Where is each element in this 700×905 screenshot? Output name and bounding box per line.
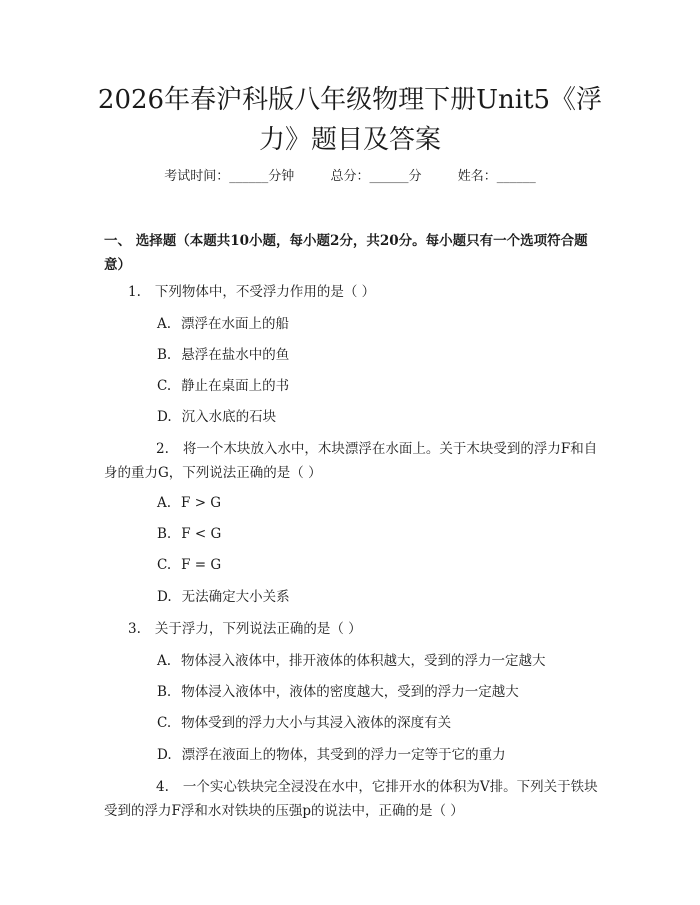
- option-text: 物体浸入液体中，液体的密度越大，受到的浮力一定越大: [181, 684, 519, 700]
- title-line-2: 力》题目及答案: [258, 125, 441, 155]
- title-line-1: 2026年春沪科版八年级物理下册Unit5《浮: [97, 85, 603, 115]
- question-3-option-a: [157, 649, 597, 673]
- option-text: 悬浮在盐水中的鱼: [181, 347, 290, 363]
- option-text: F > G: [181, 495, 222, 511]
- question-1: [128, 280, 598, 304]
- option-text: 物体受到的浮力大小与其浸入液体的深度有关: [181, 715, 452, 731]
- question-number: 4.: [156, 779, 169, 795]
- option-letter: B.: [157, 526, 172, 542]
- question-text: 关于浮力，下列说法正确的是（ ）: [154, 621, 362, 637]
- question-3: [128, 617, 598, 641]
- option-letter: C.: [157, 557, 172, 573]
- question-1-option-d: [157, 405, 597, 429]
- question-2-option-a: [157, 491, 597, 515]
- option-text: F = G: [181, 557, 222, 573]
- exam-score: 总分：______分: [330, 169, 422, 184]
- question-number: 2.: [156, 441, 169, 457]
- option-text: 沉入水底的石块: [181, 409, 277, 425]
- option-letter: B.: [157, 684, 172, 700]
- option-letter: C.: [157, 378, 172, 394]
- option-letter: A.: [157, 316, 172, 332]
- option-letter: D.: [157, 589, 172, 605]
- option-text: 物体浸入液体中，排开液体的体积越大，受到的浮力一定越大: [181, 653, 546, 669]
- exam-meta: [0, 167, 700, 187]
- question-2-option-b: [157, 522, 597, 546]
- option-letter: A.: [157, 653, 172, 669]
- document-title: [95, 80, 605, 160]
- question-1-option-c: [157, 374, 597, 398]
- question-3-option-c: [157, 711, 597, 735]
- question-2-option-c: [157, 553, 597, 577]
- question-3-option-b: [157, 680, 597, 704]
- option-text: 无法确定大小关系: [181, 589, 290, 605]
- option-letter: C.: [157, 715, 172, 731]
- option-letter: D.: [157, 747, 172, 763]
- option-letter: A.: [157, 495, 172, 511]
- question-2: [104, 437, 604, 485]
- question-text: 一个实心铁块完全浸没在水中，它排开水的体积为V排。下列关于铁块受到的浮力F浮和水对铁块的压强p的说法中，正确的是（ ）: [104, 779, 598, 819]
- question-3-option-d: [157, 743, 597, 767]
- question-4: [104, 775, 604, 823]
- question-text: 下列物体中，不受浮力作用的是（ ）: [154, 284, 376, 300]
- question-number: 3.: [128, 621, 141, 637]
- student-name: 姓名：______: [457, 169, 536, 184]
- option-letter: D.: [157, 409, 172, 425]
- option-text: F < G: [181, 526, 222, 542]
- question-1-option-a: [157, 312, 597, 336]
- question-number: 1.: [128, 284, 141, 300]
- option-text: 漂浮在液面上的物体，其受到的浮力一定等于它的重力: [181, 747, 506, 763]
- section-heading: 一、 选择题（本题共10小题，每小题2分，共20分。每小题只有一个选项符合题意）: [104, 233, 588, 273]
- question-1-option-b: [157, 343, 597, 367]
- option-letter: B.: [157, 347, 172, 363]
- question-text: 将一个木块放入水中，木块漂浮在水面上。关于木块受到的浮力F和自身的重力G，下列说法正确的是（ ）: [104, 441, 598, 481]
- question-2-option-d: [157, 585, 597, 609]
- option-text: 漂浮在水面上的船: [181, 316, 290, 332]
- exam-time: 考试时间：______分钟: [164, 169, 295, 184]
- option-text: 静止在桌面上的书: [181, 378, 290, 394]
